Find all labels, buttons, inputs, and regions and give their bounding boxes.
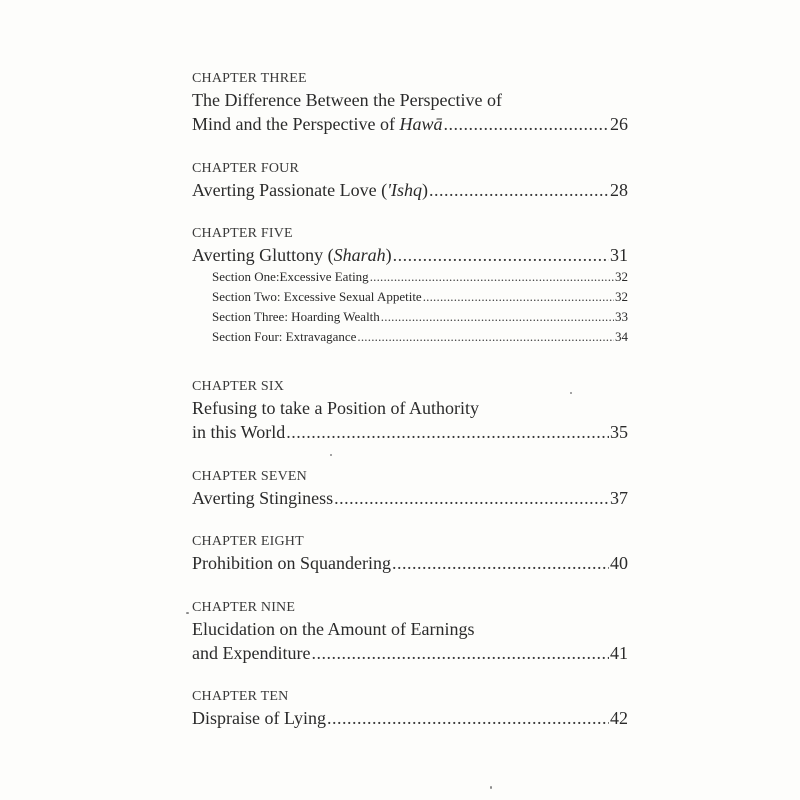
toc-entry[interactable]	[192, 551, 628, 575]
chapter-title: Refusing to take a Position of Authority	[192, 398, 479, 418]
title-italic: Sharah	[333, 245, 386, 265]
page-number: 37	[610, 488, 628, 508]
toc-chapter-six	[192, 378, 628, 444]
toc-chapter-ten	[192, 688, 628, 730]
title-italic: 'Ishq	[387, 180, 422, 200]
title-text: )	[421, 180, 428, 200]
page-number: 42	[610, 708, 628, 728]
toc-section-entry[interactable]	[192, 267, 628, 287]
page-number: 32	[615, 269, 628, 284]
chapter-heading: CHAPTER EIGHT	[192, 534, 304, 549]
toc-entry[interactable]	[192, 486, 628, 510]
title-text: Averting Passionate Love (	[192, 180, 388, 200]
chapter-title-line	[192, 617, 628, 641]
page-number: 35	[610, 422, 628, 442]
chapter-title: in this World	[192, 422, 286, 442]
page-number: 41	[610, 643, 628, 663]
chapter-title: and Expenditure	[192, 643, 311, 663]
chapter-heading: CHAPTER SIX	[192, 379, 285, 394]
chapter-title: Averting Stinginess	[192, 488, 334, 508]
leader-dots	[429, 178, 609, 202]
leader-dots	[357, 327, 614, 347]
page-number: 26	[610, 114, 628, 134]
page-number: 40	[610, 553, 628, 573]
scan-speck	[186, 612, 189, 614]
title-text: Mind and the Perspective of	[192, 114, 400, 134]
section-title: Section Two: Excessive Sexual Appetite	[212, 289, 422, 304]
section-title: Section Four: Extravagance	[212, 329, 357, 344]
page-number: 32	[615, 289, 628, 304]
chapter-heading: CHAPTER FOUR	[192, 161, 300, 176]
toc-entry[interactable]	[192, 178, 628, 202]
chapter-title-line	[192, 396, 628, 420]
page-number: 31	[610, 245, 628, 265]
toc-section-entry[interactable]	[192, 327, 628, 347]
toc-entry[interactable]	[192, 706, 628, 730]
title-text: )	[385, 245, 392, 265]
leader-dots	[423, 287, 614, 307]
chapter-title: Prohibition on Squandering	[192, 553, 391, 573]
chapter-title: The Difference Between the Perspective of	[192, 90, 503, 110]
chapter-title: Dispraise of Lying	[192, 708, 326, 728]
chapter-heading: CHAPTER SEVEN	[192, 469, 307, 484]
page-number: 33	[615, 309, 628, 324]
leader-dots	[327, 706, 609, 730]
leader-dots	[286, 420, 609, 444]
leader-dots	[443, 112, 609, 136]
leader-dots	[393, 243, 609, 267]
leader-dots	[370, 267, 614, 287]
toc-chapter-nine	[192, 599, 628, 665]
toc-chapter-four	[192, 160, 628, 202]
chapter-title	[192, 178, 428, 202]
page-number: 34	[615, 329, 628, 344]
toc-entry[interactable]	[192, 112, 628, 136]
chapter-title-line	[192, 88, 628, 112]
title-italic: Hawā	[399, 114, 443, 134]
toc-section-entry[interactable]	[192, 307, 628, 327]
title-text: Averting Gluttony (	[192, 245, 334, 265]
toc-chapter-three	[192, 70, 628, 136]
scan-speck	[330, 454, 332, 456]
toc-section-entry[interactable]	[192, 287, 628, 307]
scan-speck	[570, 392, 572, 394]
toc-chapter-seven	[192, 468, 628, 510]
toc-chapter-eight	[192, 533, 628, 575]
toc-entry[interactable]	[192, 420, 628, 444]
chapter-title	[192, 243, 392, 267]
chapter-title	[192, 112, 442, 136]
chapter-title: Elucidation on the Amount of Earnings	[192, 619, 475, 639]
chapter-heading: CHAPTER FIVE	[192, 226, 293, 241]
page-number: 28	[610, 180, 628, 200]
leader-dots	[311, 641, 609, 665]
scan-speck	[490, 786, 492, 789]
toc-chapter-five	[192, 225, 628, 347]
chapter-heading: CHAPTER NINE	[192, 600, 296, 615]
leader-dots	[392, 551, 609, 575]
chapter-heading: CHAPTER THREE	[192, 71, 307, 86]
leader-dots	[381, 307, 614, 327]
section-title: Section Three: Hoarding Wealth	[212, 309, 380, 324]
toc-entry[interactable]	[192, 243, 628, 267]
leader-dots	[334, 486, 609, 510]
chapter-heading: CHAPTER TEN	[192, 689, 289, 704]
section-title: Section One:Excessive Eating	[212, 269, 369, 284]
toc-entry[interactable]	[192, 641, 628, 665]
